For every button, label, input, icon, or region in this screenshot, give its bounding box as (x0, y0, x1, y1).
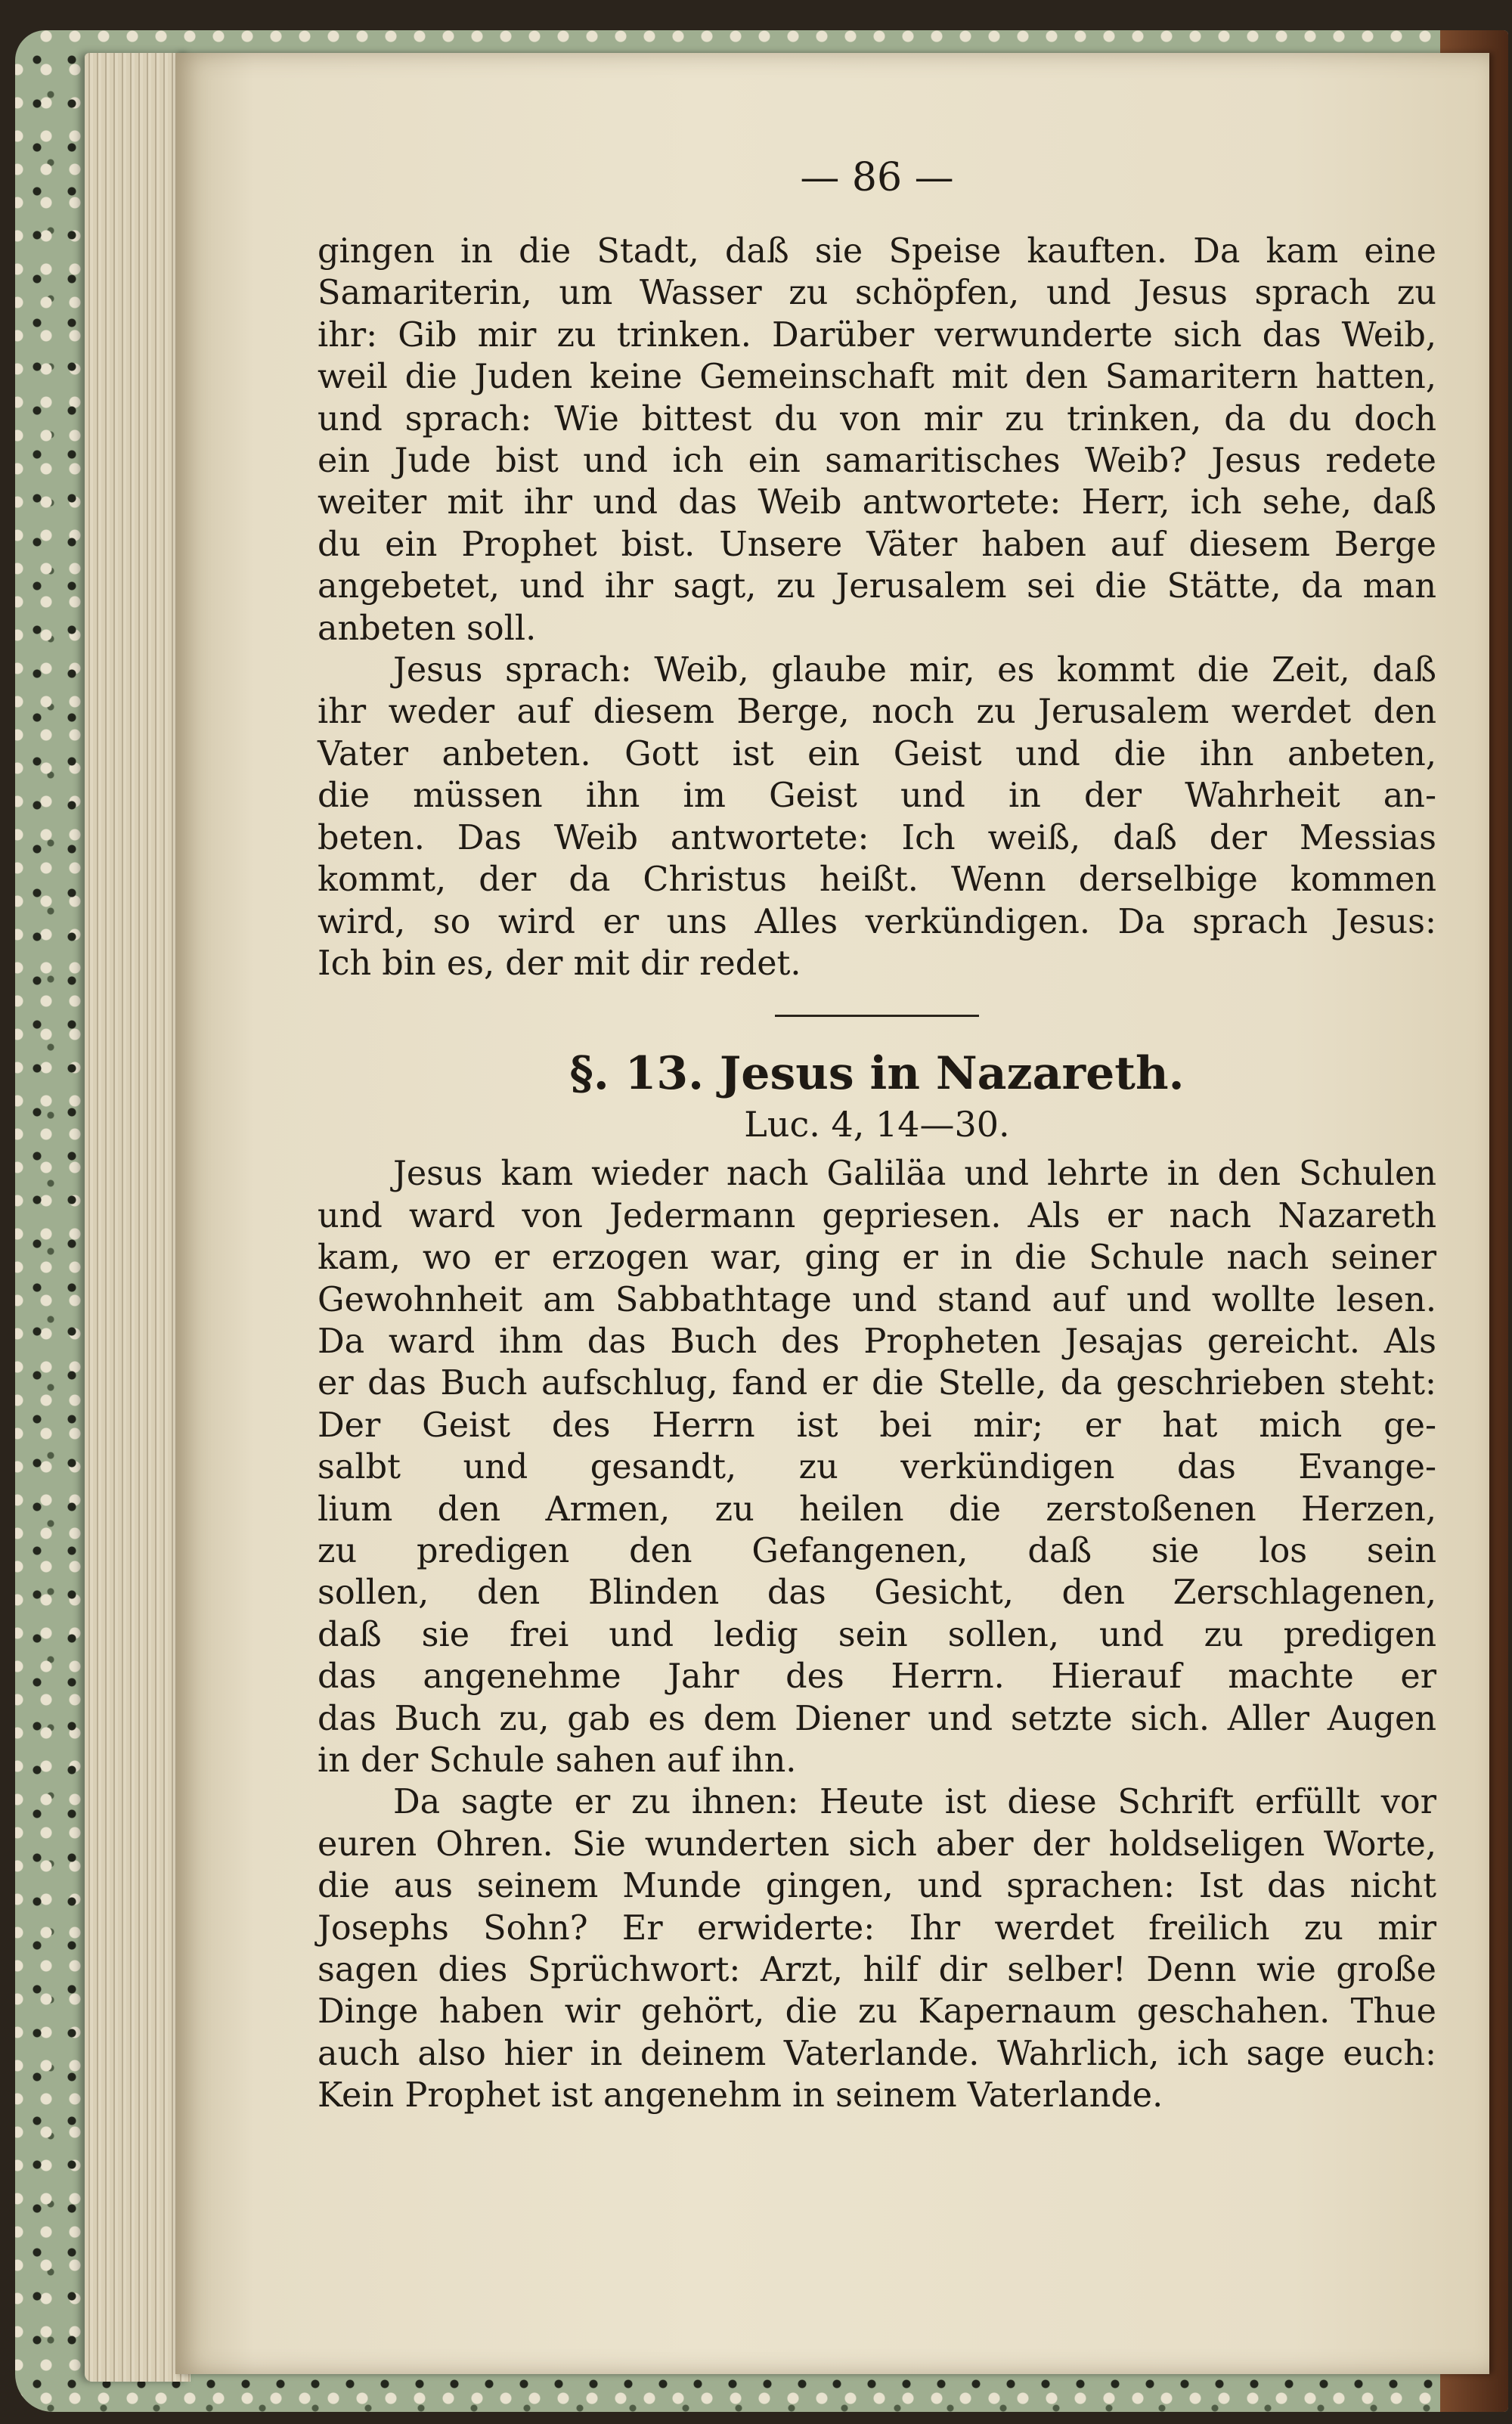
text-line: lium den Armen, zu heilen die zerstoßenen Herzen, (318, 1489, 1436, 1529)
text-line: Da ward ihm das Buch des Propheten Jesajas gereicht. Als (318, 1322, 1436, 1361)
text-section-bottom (318, 1153, 1436, 2116)
page-text (318, 155, 1436, 2117)
text-line: ihr: Gib mir zu trinken. Darüber verwunderte sich das Weib, (318, 315, 1436, 355)
text-line: Dinge haben wir gehört, die zu Kapernaum geschahen. Thue (318, 1992, 1436, 2032)
text-line: in der Schule sahen auf ihn. (318, 1741, 797, 1780)
page-number: — 86 — (800, 155, 954, 200)
text-line: und sprach: Wie bittest du von mir zu trinken, da du doch (318, 399, 1436, 439)
text-line: sagen dies Sprüchwort: Arzt, hilf dir selber! Denn wie große (318, 1951, 1436, 1990)
text-line: Gewohnheit am Sabbathtage und stand auf und wollte lesen. (318, 1280, 1436, 1319)
text-line: ein Jude bist und ich ein samaritisches Weib? Jesus redete (318, 442, 1436, 481)
text-line: Josephs Sohn? Er erwiderte: Ihr werdet freilich zu mir (318, 1908, 1436, 1948)
text-section-top (318, 231, 1436, 984)
paragraph (318, 1153, 1436, 1781)
text-line: das Buch zu, gab es dem Diener und setzte sich. Aller Augen (318, 1699, 1436, 1738)
section-divider (775, 1015, 979, 1017)
text-line: weiter mit ihr und das Weib antwortete: Herr, ich sehe, daß (318, 483, 1436, 522)
text-line: und ward von Jedermann gepriesen. Als er nach Nazareth (318, 1196, 1436, 1235)
text-line: euren Ohren. Sie wunderten sich aber der holdseligen Worte, (318, 1824, 1436, 1864)
text-line: Samariterin, um Wasser zu schöpfen, und Jesus sprach zu (318, 274, 1436, 313)
paragraph (318, 649, 1436, 984)
text-line: die aus seinem Munde gingen, und sprachen: Ist das nicht (318, 1867, 1436, 1906)
text-line: kommt, der da Christus heißt. Wenn derselbige kommen (318, 860, 1436, 900)
text-line: Ich bin es, der mit dir redet. (318, 944, 801, 983)
text-line: Jesus kam wieder nach Galiläa und lehrte in den Schulen (393, 1155, 1436, 1194)
text-line: die müssen ihn im Geist und in der Wahrheit an- (318, 776, 1436, 816)
text-line: Vater anbeten. Gott ist ein Geist und die ihn anbeten, (318, 734, 1436, 773)
text-line: ihr weder auf diesem Berge, noch zu Jerusalem werdet den (318, 693, 1436, 732)
paragraph (318, 231, 1436, 649)
text-line: beten. Das Weib antwortete: Ich weiß, daß der Messias (318, 818, 1436, 857)
text-line: daß sie frei und ledig sein sollen, und zu predigen (318, 1615, 1436, 1654)
text-line: auch also hier in deinem Vaterlande. Wahrlich, ich sage euch: (318, 2034, 1436, 2073)
text-line: kam, wo er erzogen war, ging er in die Schule nach seiner (318, 1238, 1436, 1278)
text-line: sollen, den Blinden das Gesicht, den Zerschlagenen, (318, 1573, 1436, 1613)
section-heading: §. 13. Jesus in Nazareth. (569, 1047, 1185, 1101)
text-line: Jesus sprach: Weib, glaube mir, es kommt die Zeit, daß (393, 651, 1436, 690)
text-line: salbt und gesandt, zu verkündigen das Evange- (318, 1448, 1436, 1487)
text-line: du ein Prophet bist. Unsere Väter haben auf diesem Berge (318, 525, 1436, 564)
text-line: er das Buch aufschlug, fand er die Stelle, da geschrieben steht: (318, 1364, 1436, 1403)
section-citation: Luc. 4, 14—30. (744, 1104, 1010, 1145)
text-line: weil die Juden keine Gemeinschaft mit den Samaritern hatten, (318, 358, 1436, 397)
text-line: Der Geist des Herrn ist bei mir; er hat mich ge- (318, 1406, 1436, 1445)
text-line: Kein Prophet ist angenehm in seinem Vaterlande. (318, 2076, 1163, 2116)
text-line: anbeten soll. (318, 609, 537, 648)
page-edges (85, 53, 191, 2382)
paragraph (318, 1781, 1436, 2116)
text-line: angebetet, und ihr sagt, zu Jerusalem sei die Stätte, da man (318, 567, 1436, 606)
text-line: gingen in die Stadt, daß sie Speise kauften. Da kam eine (318, 232, 1436, 271)
text-line: zu predigen den Gefangenen, daß sie los sein (318, 1531, 1436, 1570)
text-line: Da sagte er zu ihnen: Heute ist diese Schrift erfüllt vor (393, 1783, 1436, 1822)
text-line: wird, so wird er uns Alles verkündigen. Da sprach Jesus: (318, 902, 1436, 941)
text-line: das angenehme Jahr des Herrn. Hierauf machte er (318, 1657, 1436, 1697)
